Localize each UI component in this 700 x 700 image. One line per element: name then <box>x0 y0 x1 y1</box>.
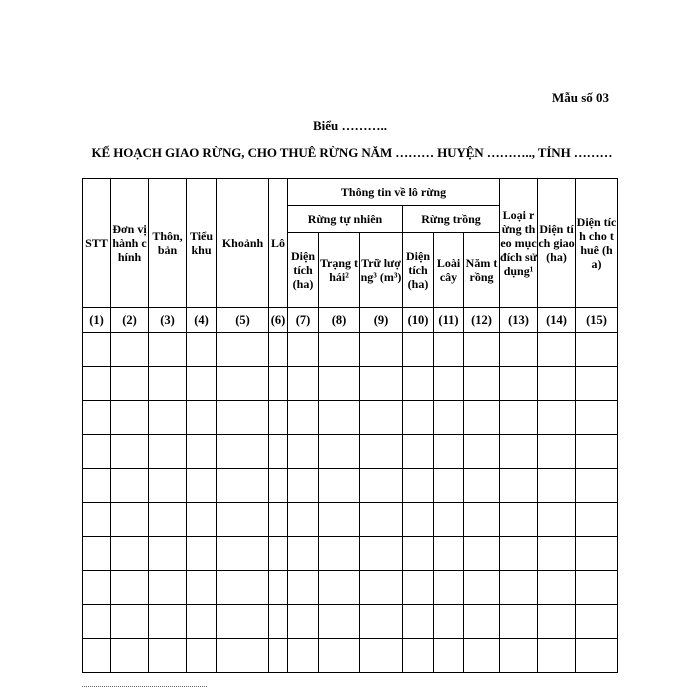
table-row <box>83 469 618 503</box>
document-title: KẾ HOẠCH GIAO RỪNG, CHO THUÊ RỪNG NĂM ……… HUYỆN ……….., TỈNH ……… <box>91 145 613 160</box>
table-cell <box>288 537 319 571</box>
header-planted-area: Diện tích (ha) <box>403 233 434 308</box>
table-cell <box>576 605 618 639</box>
table-cell <box>149 435 187 469</box>
header-planted-year: Năm trồng <box>464 233 500 308</box>
table-cell <box>269 503 288 537</box>
forest-allocation-table <box>82 178 618 673</box>
table-cell <box>464 469 500 503</box>
header-leased-area: Diện tích cho thuê (ha) <box>576 179 618 308</box>
table-cell <box>269 571 288 605</box>
table-cell <box>319 537 360 571</box>
table-cell <box>319 367 360 401</box>
header-village: Thôn, bản <box>149 179 187 308</box>
table-cell <box>403 401 434 435</box>
table-cell <box>111 367 149 401</box>
table-cell <box>360 503 403 537</box>
table-cell <box>187 605 217 639</box>
table-cell <box>288 605 319 639</box>
table-cell <box>500 367 538 401</box>
table-cell <box>538 367 576 401</box>
table-cell <box>288 401 319 435</box>
header-forest-type: Loại rừng theo mục đích sử dụng¹ <box>500 179 538 308</box>
column-number: (10) <box>403 308 434 333</box>
table-row <box>83 435 618 469</box>
table-cell <box>576 639 618 673</box>
table-cell <box>464 503 500 537</box>
table-cell <box>83 571 111 605</box>
table-cell <box>187 333 217 367</box>
table-cell <box>149 367 187 401</box>
table-cell <box>434 605 464 639</box>
table-cell <box>217 503 269 537</box>
column-number: (5) <box>217 308 269 333</box>
table-cell <box>319 469 360 503</box>
table-cell <box>269 401 288 435</box>
table-cell <box>269 469 288 503</box>
header-lot-info: Thông tin về lô rừng <box>288 179 500 206</box>
table-cell <box>500 401 538 435</box>
table-cell <box>187 435 217 469</box>
table-cell <box>319 435 360 469</box>
column-number: (2) <box>111 308 149 333</box>
table-cell <box>149 605 187 639</box>
table-cell <box>319 639 360 673</box>
table-row <box>83 639 618 673</box>
table-cell <box>149 469 187 503</box>
footnote-separator <box>82 686 207 687</box>
table-cell <box>434 469 464 503</box>
table-cell <box>288 571 319 605</box>
table-cell <box>269 605 288 639</box>
table-cell <box>288 435 319 469</box>
header-natural-forest: Rừng tự nhiên <box>288 206 403 233</box>
header-plot: Khoảnh <box>217 179 269 308</box>
header-natural-volume: Trữ lượng³ (m³) <box>360 233 403 308</box>
table-cell <box>288 469 319 503</box>
table-cell <box>500 503 538 537</box>
table-cell <box>288 367 319 401</box>
table-row <box>83 503 618 537</box>
table-cell <box>576 469 618 503</box>
table-cell <box>403 435 434 469</box>
column-number: (4) <box>187 308 217 333</box>
table-row <box>83 605 618 639</box>
table-cell <box>500 435 538 469</box>
table-cell <box>83 401 111 435</box>
table-cell <box>403 605 434 639</box>
table-cell <box>576 401 618 435</box>
table-cell <box>83 435 111 469</box>
table-cell <box>217 605 269 639</box>
table-cell <box>187 367 217 401</box>
table-cell <box>360 537 403 571</box>
table-cell <box>187 503 217 537</box>
table-cell <box>464 435 500 469</box>
table-cell <box>538 401 576 435</box>
column-number-row <box>83 308 618 333</box>
table-row <box>83 367 618 401</box>
table-cell <box>464 537 500 571</box>
table-cell <box>464 367 500 401</box>
table-cell <box>500 333 538 367</box>
table-cell <box>434 435 464 469</box>
table-cell <box>500 537 538 571</box>
form-number: Mẫu số 03 <box>552 90 610 105</box>
table-cell <box>217 435 269 469</box>
table-cell <box>576 503 618 537</box>
table-cell <box>576 367 618 401</box>
header-natural-status: Trạng thái² <box>319 233 360 308</box>
table-cell <box>360 605 403 639</box>
table-cell <box>217 469 269 503</box>
table-body <box>83 333 618 673</box>
table-cell <box>83 605 111 639</box>
table-row <box>83 333 618 367</box>
form-label: Biểu ……….. <box>312 118 388 133</box>
table-cell <box>360 639 403 673</box>
table-cell <box>360 435 403 469</box>
table-cell <box>111 401 149 435</box>
column-number: (15) <box>576 308 618 333</box>
table-cell <box>576 571 618 605</box>
table-cell <box>83 639 111 673</box>
column-number: (8) <box>319 308 360 333</box>
table-cell <box>434 333 464 367</box>
header-admin-unit: Đơn vị hành chính <box>111 179 149 308</box>
table-cell <box>149 333 187 367</box>
table-cell <box>464 639 500 673</box>
table-cell <box>538 605 576 639</box>
table-row <box>83 401 618 435</box>
table-cell <box>111 571 149 605</box>
table-cell <box>111 435 149 469</box>
table-cell <box>319 333 360 367</box>
column-number: (11) <box>434 308 464 333</box>
table-cell <box>187 401 217 435</box>
table-cell <box>319 605 360 639</box>
table-cell <box>360 469 403 503</box>
table-cell <box>434 639 464 673</box>
table-cell <box>111 503 149 537</box>
table-cell <box>576 435 618 469</box>
table-cell <box>319 503 360 537</box>
table-cell <box>434 571 464 605</box>
table-cell <box>538 333 576 367</box>
table-cell <box>538 571 576 605</box>
table-cell <box>187 469 217 503</box>
table-cell <box>83 537 111 571</box>
table-cell <box>538 469 576 503</box>
table-cell <box>111 469 149 503</box>
table-cell <box>434 503 464 537</box>
table-cell <box>500 605 538 639</box>
header-natural-area: Diện tích (ha) <box>288 233 319 308</box>
table-cell <box>83 469 111 503</box>
table-cell <box>360 367 403 401</box>
table-cell <box>149 503 187 537</box>
table-cell <box>217 639 269 673</box>
table-cell <box>217 537 269 571</box>
table-cell <box>538 639 576 673</box>
table-cell <box>403 367 434 401</box>
table-cell <box>500 469 538 503</box>
table-cell <box>403 639 434 673</box>
table-cell <box>217 367 269 401</box>
table-cell <box>149 639 187 673</box>
table-cell <box>187 571 217 605</box>
header-subzone: Tiểu khu <box>187 179 217 308</box>
column-number: (1) <box>83 308 111 333</box>
table-cell <box>217 571 269 605</box>
table-cell <box>319 571 360 605</box>
table-cell <box>538 503 576 537</box>
table-cell <box>83 503 111 537</box>
table-cell <box>149 537 187 571</box>
table-cell <box>217 333 269 367</box>
table-cell <box>576 537 618 571</box>
table-cell <box>319 401 360 435</box>
table-cell <box>187 537 217 571</box>
table-cell <box>500 639 538 673</box>
table-cell <box>464 571 500 605</box>
column-number: (3) <box>149 308 187 333</box>
table-cell <box>434 401 464 435</box>
table-cell <box>464 333 500 367</box>
table-cell <box>538 537 576 571</box>
table-cell <box>434 367 464 401</box>
table-cell <box>360 571 403 605</box>
table-cell <box>403 469 434 503</box>
header-planted-species: Loài cây <box>434 233 464 308</box>
table-cell <box>111 537 149 571</box>
table-cell <box>83 367 111 401</box>
table-cell <box>403 537 434 571</box>
column-number: (14) <box>538 308 576 333</box>
table-cell <box>83 333 111 367</box>
table-cell <box>269 367 288 401</box>
column-number: (7) <box>288 308 319 333</box>
table-cell <box>149 571 187 605</box>
table-cell <box>288 639 319 673</box>
table-cell <box>288 333 319 367</box>
table-cell <box>403 571 434 605</box>
table-cell <box>149 401 187 435</box>
table-cell <box>360 333 403 367</box>
table-cell <box>434 537 464 571</box>
header-allocated-area: Diện tích giao (ha) <box>538 179 576 308</box>
table-cell <box>464 401 500 435</box>
table-cell <box>360 401 403 435</box>
table-cell <box>269 537 288 571</box>
column-number: (12) <box>464 308 500 333</box>
table-cell <box>403 333 434 367</box>
table-cell <box>111 605 149 639</box>
table-cell <box>269 639 288 673</box>
table-cell <box>500 571 538 605</box>
table-cell <box>464 605 500 639</box>
table-cell <box>538 435 576 469</box>
table-cell <box>217 401 269 435</box>
table-cell <box>187 639 217 673</box>
table-cell <box>269 333 288 367</box>
table-cell <box>403 503 434 537</box>
table-row <box>83 571 618 605</box>
table-cell <box>111 639 149 673</box>
column-number: (9) <box>360 308 403 333</box>
header-planted-forest: Rừng trồng <box>403 206 500 233</box>
header-stt: STT <box>83 179 111 308</box>
table-cell <box>269 435 288 469</box>
header-lot: Lô <box>269 179 288 308</box>
table-cell <box>111 333 149 367</box>
column-number: (6) <box>269 308 288 333</box>
table-cell <box>576 333 618 367</box>
table-cell <box>288 503 319 537</box>
column-number: (13) <box>500 308 538 333</box>
table-row <box>83 537 618 571</box>
